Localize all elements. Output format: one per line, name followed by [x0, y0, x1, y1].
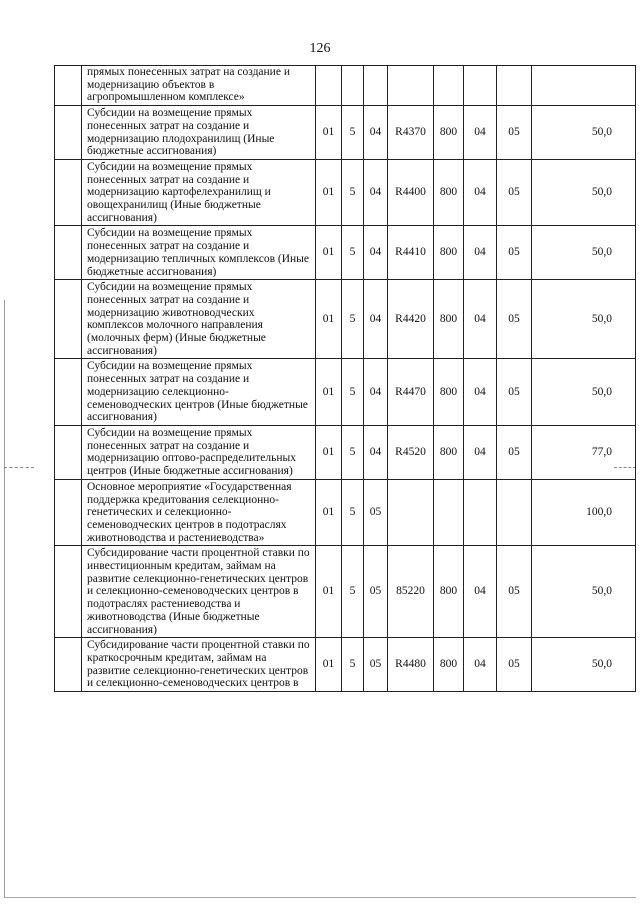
- expense-type-cell: 800: [434, 280, 464, 359]
- scan-mark-left: [4, 467, 34, 469]
- item-name-cell: Субсидирование части процентной ставки по краткосрочным кредитам, займам на развитие селекционно-генетических центров и селекционно-семеноводческих центров в: [82, 638, 316, 692]
- expense-direction-cell: R4420: [388, 280, 434, 359]
- subprogram-code-cell: 5: [342, 425, 364, 479]
- program-code-cell: 01: [316, 280, 342, 359]
- expense-type-cell: 800: [434, 638, 464, 692]
- item-name-cell: прямых понесенных затрат на создание и модернизацию объектов в агропромышленном комплексе»: [82, 66, 316, 106]
- subprogram-code-cell: 5: [342, 638, 364, 692]
- program-code-cell: 01: [316, 638, 342, 692]
- page-left-edge: [4, 300, 5, 898]
- item-name-cell: Субсидии на возмещение прямых понесенных затрат на создание и модернизацию оптово-распределительных центров (Иные бюджетные ассигнования): [82, 425, 316, 479]
- item-name-cell: Субсидирование части процентной ставки по инвестиционным кредитам, займам на развитие селекционно-генетических центров и селекционно-семеноводческих центров в подотраслях растениеводства и животноводства (Иные бюджетные ассигнования): [82, 546, 316, 638]
- section-cell: 04: [464, 159, 497, 226]
- amount-cell: 50,0: [532, 359, 636, 426]
- expense-direction-cell: [388, 479, 434, 546]
- row-index-cell: [55, 226, 82, 280]
- amount-cell: 50,0: [532, 159, 636, 226]
- table-row: [55, 280, 636, 359]
- row-index-cell: [55, 546, 82, 638]
- main-activity-code-cell: [364, 66, 388, 106]
- amount-cell: 50,0: [532, 638, 636, 692]
- table-row: [55, 425, 636, 479]
- subsection-cell: 05: [497, 106, 532, 160]
- amount-cell: 77,0: [532, 425, 636, 479]
- amount-cell: [532, 66, 636, 106]
- section-cell: [464, 66, 497, 106]
- subsection-cell: [497, 66, 532, 106]
- expense-direction-cell: R4480: [388, 638, 434, 692]
- expense-type-cell: 800: [434, 159, 464, 226]
- page-bottom-edge: [5, 897, 636, 898]
- program-code-cell: [316, 66, 342, 106]
- table-row: [55, 479, 636, 546]
- expense-direction-cell: R4410: [388, 226, 434, 280]
- section-cell: 04: [464, 425, 497, 479]
- program-code-cell: 01: [316, 359, 342, 426]
- expense-type-cell: 800: [434, 546, 464, 638]
- amount-cell: 50,0: [532, 106, 636, 160]
- expense-direction-cell: [388, 66, 434, 106]
- subsection-cell: 05: [497, 425, 532, 479]
- expense-direction-cell: 85220: [388, 546, 434, 638]
- item-name-cell: Субсидии на возмещение прямых понесенных затрат на создание и модернизацию плодохранилищ (Иные бюджетные ассигнования): [82, 106, 316, 160]
- expense-direction-cell: R4520: [388, 425, 434, 479]
- budget-table: [54, 65, 636, 692]
- table-row: [55, 106, 636, 160]
- expense-type-cell: [434, 66, 464, 106]
- subprogram-code-cell: 5: [342, 106, 364, 160]
- subsection-cell: [497, 479, 532, 546]
- expense-direction-cell: R4370: [388, 106, 434, 160]
- amount-cell: 50,0: [532, 226, 636, 280]
- subsection-cell: 05: [497, 638, 532, 692]
- main-activity-code-cell: 04: [364, 359, 388, 426]
- section-cell: 04: [464, 280, 497, 359]
- expense-direction-cell: R4400: [388, 159, 434, 226]
- row-index-cell: [55, 66, 82, 106]
- item-name-cell: Субсидии на возмещение прямых понесенных затрат на создание и модернизацию тепличных комплексов (Иные бюджетные ассигнования): [82, 226, 316, 280]
- main-activity-code-cell: 04: [364, 159, 388, 226]
- row-index-cell: [55, 638, 82, 692]
- table-row: [55, 359, 636, 426]
- table-row: [55, 638, 636, 692]
- amount-cell: 50,0: [532, 280, 636, 359]
- item-name-cell: Субсидии на возмещение прямых понесенных затрат на создание и модернизацию животноводческих комплексов молочного направления (молочных ферм) (Иные бюджетные ассигнования): [82, 280, 316, 359]
- row-index-cell: [55, 280, 82, 359]
- section-cell: 04: [464, 546, 497, 638]
- subprogram-code-cell: [342, 66, 364, 106]
- main-activity-code-cell: 04: [364, 106, 388, 160]
- subsection-cell: 05: [497, 546, 532, 638]
- subprogram-code-cell: 5: [342, 479, 364, 546]
- expense-type-cell: [434, 479, 464, 546]
- section-cell: 04: [464, 359, 497, 426]
- subprogram-code-cell: 5: [342, 159, 364, 226]
- program-code-cell: 01: [316, 159, 342, 226]
- expense-type-cell: 800: [434, 425, 464, 479]
- expense-type-cell: 800: [434, 226, 464, 280]
- amount-cell: 100,0: [532, 479, 636, 546]
- program-code-cell: 01: [316, 425, 342, 479]
- main-activity-code-cell: 05: [364, 638, 388, 692]
- table-row: [55, 66, 636, 106]
- page-number: 126: [309, 41, 331, 56]
- table-row: [55, 226, 636, 280]
- subprogram-code-cell: 5: [342, 359, 364, 426]
- section-cell: 04: [464, 106, 497, 160]
- section-cell: 04: [464, 226, 497, 280]
- item-name-cell: Субсидии на возмещение прямых понесенных затрат на создание и модернизацию селекционно-семеноводческих центров (Иные бюджетные ассигнования): [82, 359, 316, 426]
- main-activity-code-cell: 05: [364, 546, 388, 638]
- program-code-cell: 01: [316, 546, 342, 638]
- main-activity-code-cell: 04: [364, 425, 388, 479]
- row-index-cell: [55, 159, 82, 226]
- row-index-cell: [55, 479, 82, 546]
- subprogram-code-cell: 5: [342, 226, 364, 280]
- section-cell: [464, 479, 497, 546]
- row-index-cell: [55, 359, 82, 426]
- table-row: [55, 159, 636, 226]
- program-code-cell: 01: [316, 106, 342, 160]
- subsection-cell: 05: [497, 359, 532, 426]
- expense-type-cell: 800: [434, 106, 464, 160]
- subsection-cell: 05: [497, 226, 532, 280]
- item-name-cell: Основное мероприятие «Государственная поддержка кредитования селекционно-генетических и селекционно-семеноводческих центров в подотраслях животноводства и растениеводства»: [82, 479, 316, 546]
- item-name-cell: Субсидии на возмещение прямых понесенных затрат на создание и модернизацию картофелехранилищ и овощехранилищ (Иные бюджетные ассигнования): [82, 159, 316, 226]
- subsection-cell: 05: [497, 159, 532, 226]
- section-cell: 04: [464, 638, 497, 692]
- main-activity-code-cell: 05: [364, 479, 388, 546]
- subsection-cell: 05: [497, 280, 532, 359]
- subprogram-code-cell: 5: [342, 280, 364, 359]
- row-index-cell: [55, 106, 82, 160]
- expense-type-cell: 800: [434, 359, 464, 426]
- row-index-cell: [55, 425, 82, 479]
- main-activity-code-cell: 04: [364, 280, 388, 359]
- expense-direction-cell: R4470: [388, 359, 434, 426]
- budget-table-body: [55, 66, 636, 692]
- amount-cell: 50,0: [532, 546, 636, 638]
- table-row: [55, 546, 636, 638]
- program-code-cell: 01: [316, 226, 342, 280]
- subprogram-code-cell: 5: [342, 546, 364, 638]
- program-code-cell: 01: [316, 479, 342, 546]
- main-activity-code-cell: 04: [364, 226, 388, 280]
